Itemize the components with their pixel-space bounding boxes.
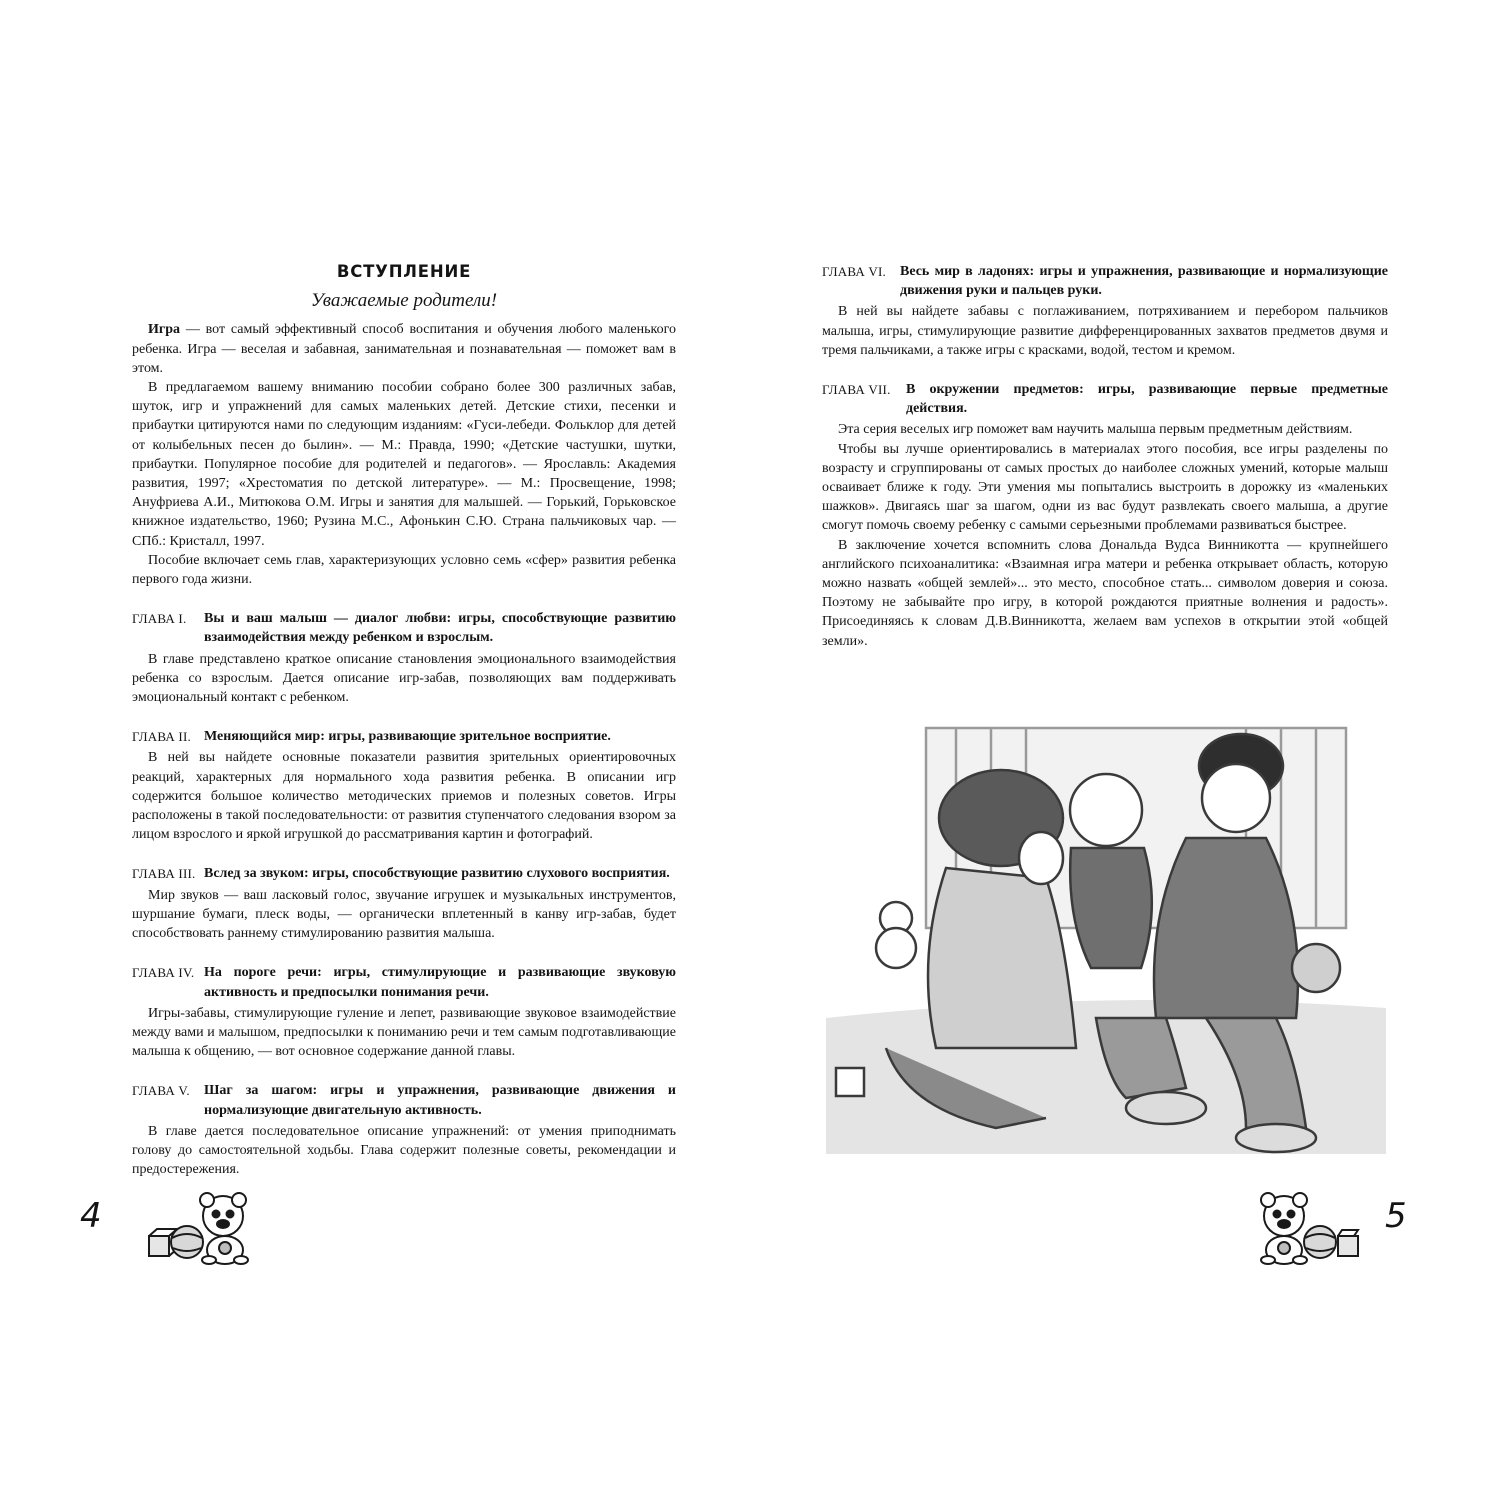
chapter-label: ГЛАВА I. [132, 611, 187, 627]
chapter-4 [132, 963, 676, 1061]
chapter-3 [132, 864, 676, 943]
chapter-title: Вы и ваш малыш — диалог любви: игры, способствующие развитию взаимодействия между ребенком и взрослым. [204, 611, 676, 646]
closing-paragraph: В заключение хочется вспомнить слова Дональда Вудса Винникотта — крупнейшего английского психоаналитика: «Взаимная игра матери и ребенка открывает область, которую можно назвать «общей землей»... это место, способное стать... символом доверия и союза. Поэтому не забывайте про игру, в которой рождаются приятные волнения и радость». Присоединяясь к словам Д.В.Винникотта, желаем вам успехов в открытии этой «общей земли». [822, 537, 1388, 649]
chapter-heading [822, 262, 1388, 300]
intro-bold: Игра [148, 322, 181, 338]
intro-paragraph [132, 320, 676, 378]
chapter-1 [132, 609, 676, 707]
chapter-description: В главе представлено краткое описание становления эмоционального взаимодействия ребенка со взрослым. Дается описание игр-забав, позволяющих вам поддерживать эмоциональный контакт с ребенком. [132, 651, 676, 706]
intro-title: ВСТУПЛЕНИЕ [336, 262, 472, 281]
chapter-description: Мир звуков — ваш ласковый голос, звучание игрушек и музыкальных инструментов, шуршание бумаги, плеск воды, — органически вплетенный в канву игр-забав, будет способствовать раннему стимулированию развития малыша. [132, 887, 676, 942]
chapter-2 [132, 727, 676, 844]
chapter-description: В главе дается последовательное описание упражнений: от умения приподнимать голову до самостоятельной ходьбы. Глава содержит полезные советы, рекомендации и предостережения. [132, 1123, 676, 1178]
chapter-description: В ней вы найдете забавы с поглаживанием, потряхиванием и перебором пальчиков малыша, игры, стимулирующие развитие дифференцированных захватов предметов двумя и тремя пальчиками, а также игры с красками, водой, тестом и кремом. [822, 304, 1388, 358]
chapter-heading [822, 380, 1388, 418]
chapter-label: ГЛАВА IV. [132, 965, 195, 981]
chapter-6 [822, 262, 1388, 360]
page-number-left: 4 [80, 1196, 102, 1236]
chapter-label: ГЛАВА V. [132, 1083, 190, 1099]
chapter-title: Шаг за шагом: игры и упражнения, развивающие движения и нормализующие двигательную активность. [204, 1083, 676, 1118]
closing-paragraph: Чтобы вы лучше ориентировались в материалах этого пособия, все игры разделены по возрасту и сгруппированы от самых простых до наиболее сложных умений, которые малыш осваивает ближе к году. Эти умения мы попытались выстроить в дорожку из «маленьких шажков». Двигаясь шаг за шагом, одни из вас будут развлекать своего малыша, а другие смогут помочь своему ребенку с самыми серьезными проблемами развиваться быстрее. [822, 441, 1388, 534]
teddy-bear-toys-icon [145, 1186, 257, 1266]
chapter-label: ГЛАВА III. [132, 866, 196, 882]
chapter-heading [132, 727, 676, 746]
chapter-description: Эта серия веселых игр поможет вам научить малыша первым предметным действиям. [838, 422, 1353, 438]
chapter-5 [132, 1081, 676, 1179]
chapter-heading [132, 864, 676, 883]
chapter-label: ГЛАВА VII. [822, 382, 891, 398]
chapter-heading [132, 1081, 676, 1119]
intro-paragraph: В предлагаемом вашему вниманию пособии собрано более 300 различных забав, шуток, игр и упражнений для самых маленьких детей. Детские стихи, песенки и прибаутки цитируются нами по следующим изданиям: «Гуси-лебеди. Фольклор для детей от колыбельных песен до былин». — М.: Правда, 1990; «Детские частушки, шутки, прибаутки. Популярное пособие для родителей и педагогов». — Ярославль: Академия развития, 1997; «Хрестоматия по детской литературе». — М.: Просвещение, 1998; Ануфриева А.И., Митюкова О.М. Игры и занятия для малышей. — Горький, Горьковское книжное издательство, 1960; Рузина М.С., Афонькин С.Ю. Страна пальчиковых чар. — СПб.: Кристалл, 1997. [132, 380, 676, 549]
chapter-7 [822, 380, 1388, 651]
chapter-title: Вслед за звуком: игры, способствующие развитию слухового восприятия. [204, 866, 670, 882]
right-column [822, 262, 1388, 651]
chapter-description: В ней вы найдете основные показатели развития зрительных ориентировочных реакций, характерных для нормального хода развития ребенка. В описании игр содержится большое количество методических приемов и полезных советов. Игры расположены в такой последовательности: от развития ступенчатого следования взором за лицом взрослого и яркой игрушкой до рассматривания картин и фотографий. [132, 750, 676, 843]
chapter-label: ГЛАВА II. [132, 729, 191, 745]
chapter-title: В окружении предметов: игры, развивающие первые предметные действия. [906, 382, 1388, 417]
chapter-heading [132, 963, 676, 1001]
page-number-right: 5 [1385, 1196, 1407, 1236]
left-column [132, 262, 676, 1179]
chapter-label: ГЛАВА VI. [822, 264, 887, 279]
family-illustration [826, 718, 1386, 1154]
chapter-title: Весь мир в ладонях: игры и упражнения, развивающие и нормализующие движения руки и пальцев руки. [900, 264, 1388, 299]
intro-subtitle: Уважаемые родители! [310, 290, 498, 312]
chapter-description: Игры-забавы, стимулирующие гуление и лепет, развивающие звуковое взаимодействие между вами и малышом, предпосылки к пониманию речи и тем самым подготавливающие малыша к общению, — вот основное содержание данной главы. [132, 1005, 676, 1060]
intro-text: — вот самый эффективный способ воспитания и обучения любого маленького ребенка. Игра — веселая и забавная, занимательная и познавательная — поможет вам в этом. [132, 322, 676, 376]
chapter-title: На пороге речи: игры, стимулирующие и развивающие звуковую активность и предпосылки понимания речи. [204, 965, 676, 1000]
chapter-title: Меняющийся мир: игры, развивающие зрительное восприятие. [204, 729, 611, 745]
intro-paragraph: Пособие включает семь глав, характеризующих условно семь «сфер» развития ребенка первого года жизни. [132, 552, 676, 588]
chapter-heading [132, 609, 676, 647]
teddy-bear-toys-icon [1250, 1186, 1362, 1266]
